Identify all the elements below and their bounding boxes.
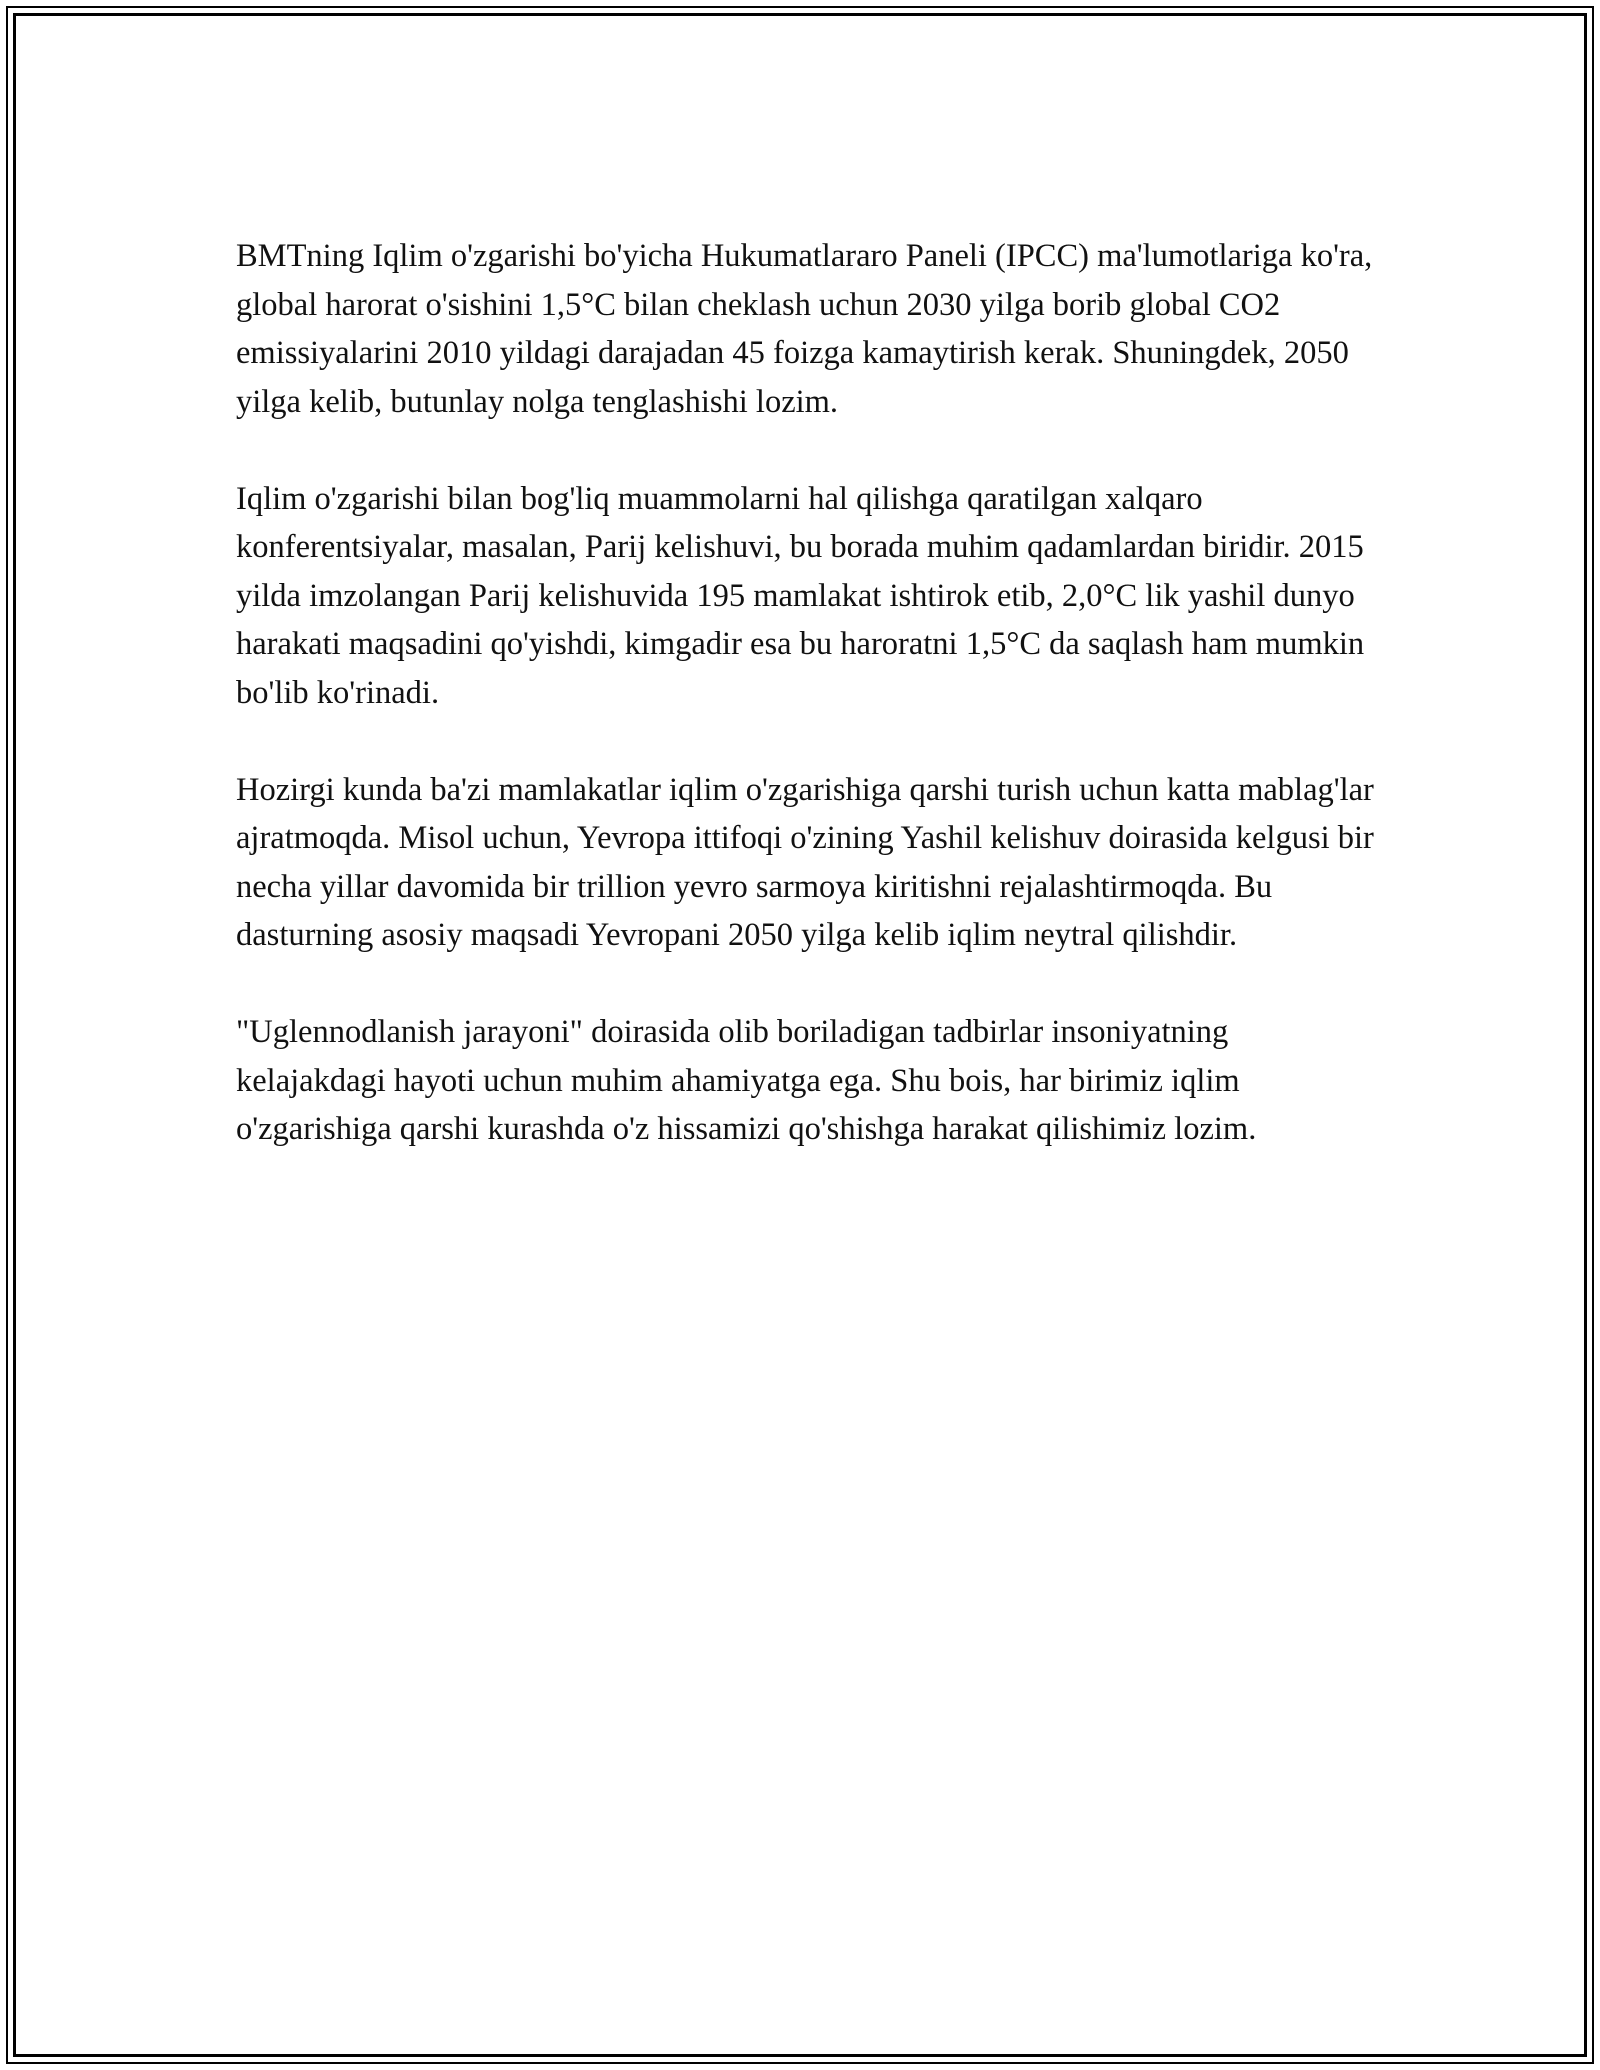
paragraph-green-deal: Hozirgi kunda ba'zi mamlakatlar iqlim o'zgarishiga qarshi turish uchun katta mablag'lar ajratmoqda. Misol uchun, Yevropa ittifoqi o'zining Yashil kelishuv doirasida kelgusi bir necha yillar davomida bir trillion yevro sarmoya kiritishni rejalashtirmoqda. Bu dasturning asosiy maqsadi Yevropani 2050 yilga kelib iqlim neytral qilishdir. xyxy=(236,771,1374,953)
paragraph-paris-agreement: Iqlim o'zgarishi bilan bog'liq muammolarni hal qilishga qaratilgan xalqaro konferentsiyalar, masalan, Parij kelishuvi, bu borada muhim qadamlardan biridir. 2015 yilda imzolangan Parij kelishuvida 195 mamlakat ishtirok etib, 2,0°C lik yashil dunyo harakati maqsadini qo'yishdi, kimgadir esa bu haroratni 1,5°C da saqlash ham mumkin bo'lib ko'rinadi. xyxy=(236,480,1365,711)
paragraph-ipcc: BMTning Iqlim o'zgarishi bo'yicha Hukumatlararo Paneli (IPCC) ma'lumotlariga ko'ra, global harorat o'sishini 1,5°C bilan cheklash uchun 2030 yilga borib global CO2 emissiyalarini 2010 yildagi darajadan 45 foizga kamaytirish kerak. Shuningdek, 2050 yilga kelib, butunlay nolga tenglashishi lozim. xyxy=(236,238,1373,420)
paragraph-conclusion: "Uglennodlanish jarayoni" doirasida olib boriladigan tadbirlar insoniyatning kelajakdagi hayoti uchun muhim ahamiyatga ega. Shu bois, har birimiz iqlim o'zgarishiga qarshi kurashda o'z hissamizi qo'shishga harakat qilishimiz lozim. xyxy=(236,1014,1257,1147)
document-body xyxy=(236,232,1376,1202)
